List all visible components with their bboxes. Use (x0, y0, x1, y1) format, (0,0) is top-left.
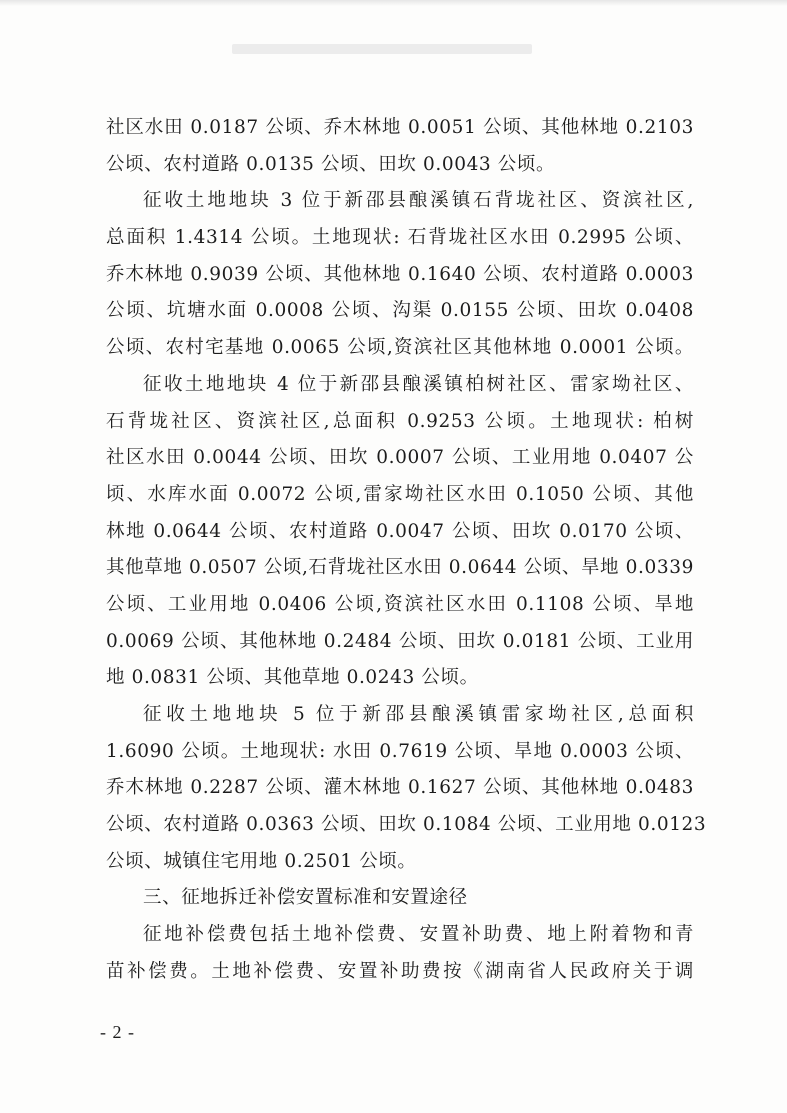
section-heading: 三、征地拆迁补偿安置标准和安置途径 (143, 887, 468, 909)
body-text (106, 110, 707, 991)
text-line: 公顷、城镇住宅用地 0.2501 公顷。 (106, 850, 417, 872)
text-line: 林地 0.0644 公顷、农村道路 0.0047 公顷、田坎 0.0170 公顷、 (106, 520, 694, 542)
text-line: 乔木林地 0.9039 公顷、其他林地 0.1640 公顷、农村道路 0.0003 (106, 263, 694, 285)
text-line: 1.6090 公顷。土地现状: 水田 0.7619 公顷、旱地 0.0003 公顷、 (106, 740, 694, 762)
text-line: 顷、水库水面 0.0072 公顷,雷家坳社区水田 0.1050 公顷、其他 (106, 483, 694, 505)
text-line: 公顷、坑塘水面 0.0008 公顷、沟渠 0.0155 公顷、田坎 0.0408 (106, 300, 694, 322)
scan-edge (0, 0, 787, 6)
text-line: 0.0069 公顷、其他林地 0.2484 公顷、田坎 0.0181 公顷、工业用 (106, 630, 694, 652)
text-line: 社区水田 0.0187 公顷、乔木林地 0.0051 公顷、其他林地 0.2103 (106, 117, 694, 138)
paragraph-start-line: 征收土地地块 5 位于新邵县酿溪镇雷家坳社区,总面积 (143, 704, 694, 725)
text-line: 乔木林地 0.2287 公顷、灌木林地 0.1627 公顷、其他林地 0.0483 (106, 777, 694, 799)
text-line: 总面积 1.4314 公顷。土地现状: 石背垅社区水田 0.2995 公顷、 (106, 227, 694, 249)
paragraph-start-line: 征收土地地块 4 位于新邵县酿溪镇柏树社区、雷家坳社区、 (143, 373, 694, 395)
scan-artifact (232, 44, 532, 54)
paragraph-start-line: 征地补偿费包括土地补偿费、安置补助费、地上附着物和青 (143, 924, 694, 946)
text-line: 石背垅社区、资滨社区,总面积 0.9253 公顷。土地现状: 柏树 (106, 410, 694, 432)
page-number: - 2 - (100, 1022, 135, 1042)
text-line: 公顷、农村宅基地 0.0065 公顷,资滨社区其他林地 0.0001 公顷。 (106, 337, 694, 359)
text-line: 公顷、农村道路 0.0135 公顷、田坎 0.0043 公顷。 (106, 153, 556, 175)
text-line: 其他草地 0.0507 公顷,石背垅社区水田 0.0644 公顷、旱地 0.0339 (106, 557, 694, 579)
text-line: 地 0.0831 公顷、其他草地 0.0243 公顷。 (106, 667, 479, 689)
text-line: 苗补偿费。土地补偿费、安置补助费按《湖南省人民政府关于调 (106, 960, 694, 982)
text-line: 公顷、农村道路 0.0363 公顷、田坎 0.1084 公顷、工业用地 0.0123 (106, 814, 707, 836)
text-line: 公顷、工业用地 0.0406 公顷,资滨社区水田 0.1108 公顷、旱地 (106, 593, 694, 615)
paragraph-start-line: 征收土地地块 3 位于新邵县酿溪镇石背垅社区、资滨社区, (143, 190, 694, 212)
text-line: 社区水田 0.0044 公顷、田坎 0.0007 公顷、工业用地 0.0407 公 (106, 447, 694, 469)
